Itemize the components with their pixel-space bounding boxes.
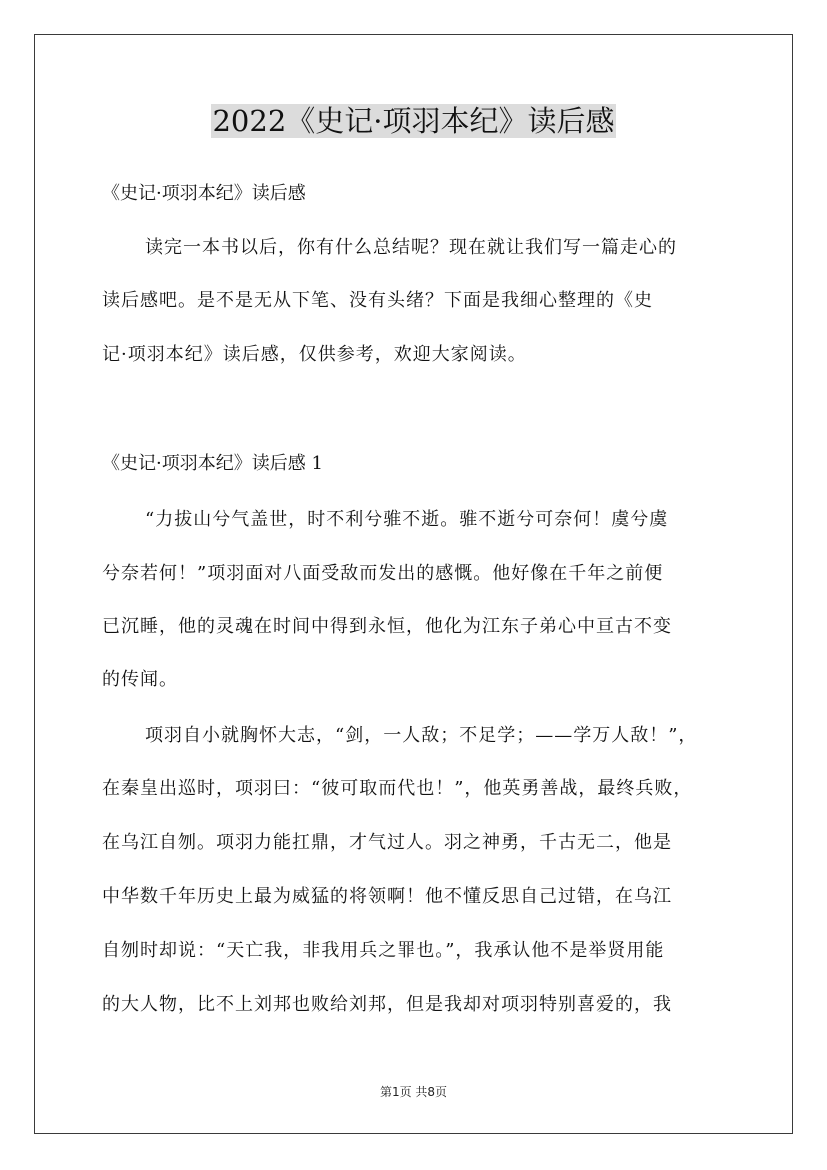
para-1-line-1: “力拔山兮气盖世，时不利兮骓不逝。骓不逝兮可奈何！虞兮虞 [145, 509, 669, 530]
para-1-line-3: 已沉睡，他的灵魂在时间中得到永恒，他化为江东子弟心中亘古不变 [102, 616, 672, 637]
para-2-line-1: 项羽自小就胸怀大志，“剑，一人敌；不足学；——学万人敌！”， [145, 725, 698, 746]
page-number-footer: 第1页 共8页 [379, 1085, 448, 1099]
para-1-line-2: 兮奈若何！”项羽面对八面受敌而发出的感慨。他好像在千年之前便 [102, 563, 664, 584]
para-2-line-4: 中华数千年历史上最为威猛的将领啊！他不懂反思自己过错，在乌江 [102, 886, 672, 907]
intro-line-2: 读后感吧。是不是无从下笔、没有头绪？下面是我细心整理的《史 [102, 290, 653, 311]
intro-line-3: 记·项羽本纪》读后感，仅供参考，欢迎大家阅读。 [102, 344, 527, 365]
document-title-text: 2022《史记·项羽本纪》读后感 [212, 104, 615, 138]
para-2-line-6: 的大人物，比不上刘邦也败给刘邦，但是我却对项羽特别喜爱的，我 [102, 994, 672, 1015]
section-1-heading: 《史记·项羽本纪》读后感 1 [102, 453, 323, 474]
intro-line-1: 读完一本书以后，你有什么总结呢？现在就让我们写一篇走心的 [145, 237, 677, 258]
para-2-line-5: 自刎时却说：“天亡我，非我用兵之罪也。”，我承认他不是举贤用能 [102, 940, 665, 961]
document-title [0, 101, 827, 141]
intro-heading: 《史记·项羽本纪》读后感 [102, 183, 306, 204]
para-2-line-3: 在乌江自刎。项羽力能扛鼎，才气过人。羽之神勇，千古无二，他是 [102, 832, 672, 853]
para-1-line-4: 的传闻。 [102, 669, 178, 690]
para-2-line-2: 在秦皇出巡时，项羽曰：“彼可取而代也！”，他英勇善战，最终兵败， [102, 778, 693, 799]
